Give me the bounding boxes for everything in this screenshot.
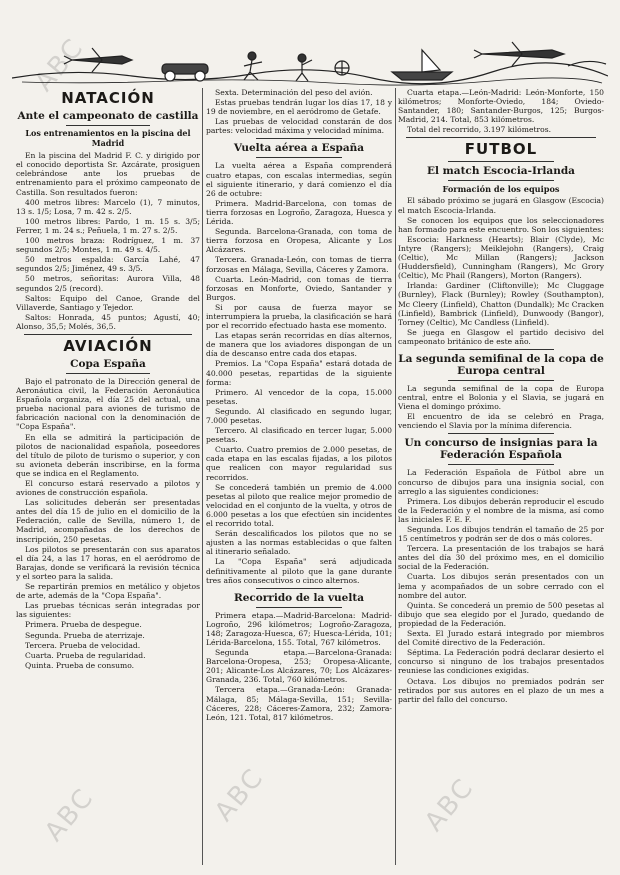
article-paragraph: Octava. Los dibujos no premiados podrán ser retirados por sus autores en el plazo de un mes a partir del fallo del concurso. [398, 676, 604, 704]
article-paragraph: Estas pruebas tendrán lugar los días 17, 18 y 19 de noviembre, en el aeródromo de Getafe. [206, 98, 392, 117]
article-paragraph: Si por causa de fuerza mayor se interrumpiera la prueba, la clasificación se hará por el recorrido efectuado hasta ese momento. [206, 302, 392, 331]
article-paragraph: Cuarta. León-Madrid, con tomas de tierra forzosas en Monforte, Oviedo, Santander y Burgos. [206, 274, 392, 302]
article-paragraph: Tercera. Granada-León, con tomas de tierra forzosas en Málaga, Sevilla, Cáceres y Zamora. [206, 255, 392, 274]
article-headline: La segunda semifinal de la copa de Europa central [398, 352, 604, 377]
article-paragraph: El sábado próximo se jugará en Glasgow (Escocia) el match Escocia-Irlanda. [398, 196, 604, 215]
column-rule [395, 88, 396, 865]
divider [448, 433, 554, 434]
article-paragraph: En la piscina del Madrid F. C. y dirigido por el conocido deportista Sr. Azcárate, prosiguen celebrándose ante los pruebas de entrenamiento para el próximo campeonato de Castilla. Son resultados fueron: [16, 151, 200, 197]
article-paragraph: En ella se admitirá la participación de pilotos de nacionalidad española, poseedores del título de piloto de turismo o superior, y con su avioneta deberán inscribirse, en la forma que se indica en el Reglamento. [16, 432, 200, 478]
article-paragraph: Irlanda: Gardiner (Cliftonville); Mc Cluggage (Burnley), Flack (Burnley); Rowley (Southampton), Mc Cleery (Linfield), Chatton (Dundalk); Mc Cracken (Linfield), Bambrick (Linfield), Dunwoody (Bangor), Torney (Celtic), Mc Candless (Linfield). [398, 281, 604, 327]
article-paragraph: La "Copa España" será adjudicada definitivamente al piloto que la gane durante tres años consecutivos o cinco alternos. [206, 557, 392, 585]
divider [256, 607, 342, 608]
article-paragraph: Segunda. Prueba de aterrizaje. [25, 630, 145, 640]
article-paragraph: Las pruebas técnicas serán integradas por las siguientes: [16, 601, 200, 620]
article-paragraph: Primera. Madrid-Barcelona, con tomas de tierra forzosas en Logroño, Zaragoza, Huesca y Lérida. [206, 198, 392, 227]
article-paragraph: Se repartirán premios en metálico y objetos de arte, además de la "Copa España". [16, 582, 200, 601]
article-paragraph: Se juega en Glasgow el partido decisivo del campeonato británico de este año. [398, 327, 604, 346]
article-paragraph: Bajo el patronato de la Dirección general de Aeronáutica civil, la Federación Aeronáutica Española organiza, el día 25 del actual, una prueba nacional para aviones de turismo de fabricación nacional con la denominación de "Copa España". [16, 376, 200, 432]
section-title-futbol: FUTBOL [464, 140, 538, 159]
article-paragraph: Primera. Los dibujos deberán reproducir el escudo de la Federación y el nombre de la misma, así como las iniciales F. E. F. [398, 496, 604, 524]
article-paragraph: 400 metros libres: Marcelo (1), 7 minutos, 13 s. 1/5; Losa, 7 m. 42 s. 2/5. [16, 197, 200, 216]
article-paragraph: 50 metros, señoritas: Aurora Villa, 48 segundos 2/5 (record). [16, 274, 200, 293]
column-2 [206, 88, 392, 867]
article-paragraph: Segunda. Barcelona-Granada, con toma de tierra forzosa en Oropesa, Alicante y Los Alcázares. [206, 227, 392, 255]
article-paragraph: Serán descalificados los pilotos que no se ajusten a las normas establecidas o que falten al itinerario señalado. [206, 529, 392, 557]
divider [448, 464, 554, 465]
divider [256, 138, 342, 139]
divider [256, 588, 342, 589]
divider [448, 180, 554, 181]
divider [256, 157, 342, 158]
article-paragraph: Segundo. Al clasificado en segundo lugar, 7.000 pesetas. [206, 406, 392, 425]
article-paragraph: La segunda semifinal de la copa de Europa central, entre el Bolonia y el Slavia, se jugará en Viena el domingo próximo. [398, 383, 604, 412]
article-subheading: Formación de los equipos [442, 184, 560, 195]
article-paragraph: Cuarta etapa.—León-Madrid: León-Monforte, 150 kilómetros; Monforte-Oviedo, 184; Oviedo-Santander, 180; Santander-Burgos, 125; Burgos-Madrid, 214. Total, 853 kilómetros. [398, 88, 604, 125]
article-headline: Vuelta aérea a España [233, 142, 365, 155]
article-paragraph: La vuelta aérea a España comprenderá cuatro etapas, con escalas intermedias, según el siguiente itinerario, y dará comienzo el día 26 de octubre: [206, 161, 392, 198]
section-title-aviacion: AVIACIÓN [63, 336, 153, 355]
article-paragraph: 100 metros braza: Rodríguez, 1 m. 37 segundos 2/5; Montes, 1 m. 49 s. 4/5. [16, 236, 200, 255]
section-title-natacion: NATACIÓN [61, 89, 155, 107]
article-paragraph: Sexta. Determinación del peso del avión. [215, 88, 373, 97]
divider [448, 161, 554, 162]
divider [406, 137, 596, 138]
article-headline: El match Escocia-Irlanda [427, 165, 575, 178]
watermark-logo: ABC [39, 782, 101, 848]
article-paragraph: Séptima. La Federación podrá declarar desierto el concurso si ninguno de los trabajos presentados reuniese las condiciones exigidas. [398, 648, 604, 676]
article-lead: Los entrenamientos en la piscina del Madrid [25, 128, 191, 148]
article-paragraph: 100 metros libres: Pardo, 1 m. 15 s. 3/5; Ferrer, 1 m. 24 s.; Peñuela, 1 m. 27 s. 2/5. [16, 216, 200, 235]
article-paragraph: Las pruebas de velocidad constarán de dos partes: velocidad máxima y velocidad mínima. [206, 117, 392, 136]
article-paragraph: El concurso estará reservado a pilotos y aviones de construcción española. [16, 479, 200, 498]
article-paragraph: Cuarto. Cuatro premios de 2.000 pesetas, de cada etapa en las escalas fijadas, a los pilotos que realicen con mayor regularidad sus recorridos. [206, 445, 392, 482]
article-paragraph: Tercera. La presentación de los trabajos se hará antes del día 30 del próximo mes, en el domicilio social de la Federación. [398, 544, 604, 572]
article-paragraph: Quinta. Prueba de consumo. [25, 660, 135, 670]
article-paragraph: 50 metros espalda: García Lahé, 47 segundos 2/5; Jiménez, 49 s. 3/5. [16, 255, 200, 274]
section-banner-illustration [12, 38, 608, 88]
article-paragraph: Segunda. Los dibujos tendrán el tamaño de 25 por 15 centímetros y podrán ser de dos o más colores. [398, 525, 604, 544]
divider [448, 349, 554, 350]
column-rule [202, 88, 203, 865]
article-paragraph: Escocia: Harkness (Hearts); Blair (Clyde), Mc Intyre (Rangers); Meiklejohn (Rangers), Craig (Celtic), Mc Millan (Rangers); Jackson (Huddersfield), Cunningham (Rangers), Mc Grory (Celtic), Mc Phail (Rangers), Morton (Rangers). [398, 234, 604, 281]
column-3 [398, 88, 604, 867]
article-paragraph: Cuarta. Los dibujos serán presentados con un lema y acompañados de un sobre cerrado con el nombre del autor. [398, 572, 604, 600]
article-paragraph: Tercero. Al clasificado en tercer lugar, 5.000 pesetas. [206, 426, 392, 445]
watermark-logo: ABC [209, 762, 271, 828]
article-paragraph: Premios. La "Copa España" estará dotada de 40.000 pesetas, repartidas de la siguiente forma: [206, 359, 392, 387]
article-paragraph: Se concederá también un premio de 4.000 pesetas al piloto que realice mejor promedio de velocidad en el conjunto de la vuelta, y otros de 6.000 pesetas a los que efectúen sin incidentes el recorrido total. [206, 482, 392, 529]
article-paragraph: Primera etapa.—Madrid-Barcelona: Madrid-Logroño, 296 kilómetros; Logroño-Zaragoza, 148; Zaragoza-Huesca, 67; Huesca-Lérida, 101; Lérida-Barcelona, 155. Total, 767 kilómetros. [206, 610, 392, 647]
divider [66, 373, 150, 374]
divider [24, 334, 192, 335]
article-paragraph: La Federación Española de Fútbol abre un concurso de dibujos para una insignia social, con arreglo a las siguientes condiciones: [398, 468, 604, 496]
article-paragraph: Saltos: Equipo del Canoe, Grande del Villaverde, Santiago y Tejedor. [16, 293, 200, 312]
article-paragraph: Quinta. Se concederá un premio de 500 pesetas al dibujo que sea elegido por el Jurado, quedando de propiedad de la Federación. [398, 600, 604, 628]
column-1 [16, 88, 200, 867]
article-paragraph: Las etapas serán recorridas en días alternos, de manera que los aviadores dispongan de un día de descanso entre cada dos etapas. [206, 331, 392, 359]
article-headline: Un concurso de insignias para la Federación Española [404, 437, 598, 462]
article-paragraph: Primera. Prueba de despegue. [25, 620, 142, 630]
divider [448, 380, 554, 381]
article-headline: Recorrido de la vuelta [233, 591, 365, 604]
article-paragraph: Total del recorrido, 3.197 kilómetros. [407, 125, 552, 135]
article-headline: Ante el campeonato de castilla [17, 110, 199, 122]
article-paragraph: Saltos: Honrada, 45 puntos; Agustí, 40; Alonso, 35,5; Molés, 36,5. [16, 312, 200, 331]
article-paragraph: Tercera. Prueba de velocidad. [25, 640, 141, 650]
article-paragraph: Cuarta. Prueba de regularidad. [25, 650, 146, 660]
watermark-logo: ABC [419, 772, 481, 838]
watermark-logo: ABC [29, 32, 91, 98]
article-paragraph: Los pilotos se presentarán con sus aparatos el día 24, a las 17 horas, en el aeródromo de Barajas, donde se verificará la revisión técnica y el sorteo para la salida. [16, 544, 200, 581]
article-paragraph: Tercera etapa.—Granada-León: Granada-Málaga, 85; Málaga-Sevilla, 151; Sevilla-Cáceres, 228; Cáceres-Zamora, 232; Zamora-León, 121. Total, 817 kilómetros. [206, 685, 392, 722]
article-paragraph: Segunda etapa.—Barcelona-Granada: Barcelona-Oropesa, 253; Oropesa-Alicante, 201; Alicante-Los Alcázares, 70; Los Alcázares-Granada, 236. Total, 760 kilómetros. [206, 648, 392, 685]
article-headline: Copa España [70, 357, 146, 370]
article-paragraph: El encuentro de ida se celebró en Praga, venciendo el Slavia por la mínima diferencia. [398, 412, 604, 431]
article-paragraph: Las solicitudes deberán ser presentadas antes del día 15 de julio en el domicilio de la Federación, calle de Sevilla, número 1, de Madrid, acompañadas de los derechos de inscripción, 250 pesetas. [16, 498, 200, 544]
article-paragraph: Se conocen los equipos que los seleccionadores han formado para este encuentro. Son los siguientes: [398, 215, 604, 234]
article-paragraph: Primero. Al vencedor de la copa, 15.000 pesetas. [206, 387, 392, 406]
divider [66, 125, 150, 126]
article-paragraph: Sexta. El Jurado estará integrado por miembros del Comité directivo de la Federación. [398, 629, 604, 648]
